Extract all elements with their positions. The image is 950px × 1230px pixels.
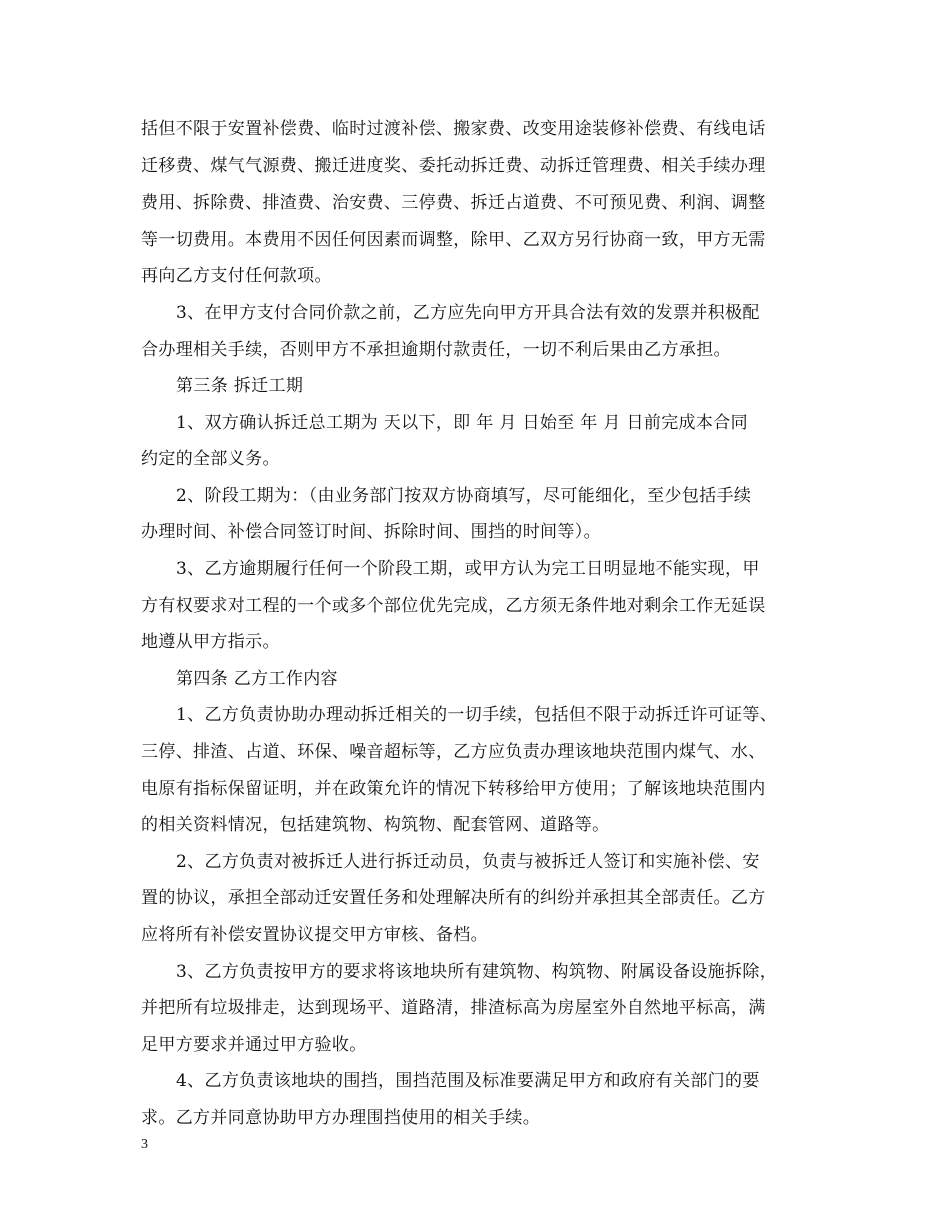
text-line: 3、乙方负责按甲方的要求将该地块所有建筑物、构筑物、附属设备设施拆除， (176, 962, 778, 982)
text-line: 约定的全部义务。 (141, 449, 280, 469)
text-line: 等一切费用。本费用不因任何因素而调整，除甲、乙双方另行协商一致，甲方无需 (141, 230, 766, 250)
text-line: 置的协议，承担全部动迁安置任务和处理解决所有的纠纷并承担其全部责任。乙方 (141, 888, 766, 908)
section-heading: 第三条 拆迁工期 (176, 376, 304, 396)
text-line: 3、乙方逾期履行任何一个阶段工期，或甲方认为完工日明显地不能实现，甲 (176, 559, 760, 579)
text-line: 办理时间、补偿合同签订时间、拆除时间、围挡的时间等）。 (141, 522, 601, 542)
text-line: 迁移费、煤气气源费、搬迁进度奖、委托动拆迁费、动拆迁管理费、相关手续办理 (141, 156, 766, 176)
text-line: 足甲方要求并通过甲方验收。 (141, 1035, 367, 1055)
text-line: 2、阶段工期为：（由业务部门按双方协商填写，尽可能细化，至少包括手续 (176, 486, 752, 506)
text-line: 求。乙方并同意协助甲方办理围挡使用的相关手续。 (141, 1108, 541, 1128)
text-line: 地遵从甲方指示。 (141, 632, 280, 652)
text-line: 4、乙方负责该地块的围挡，围挡范围及标准要满足甲方和政府有关部门的要 (176, 1071, 760, 1091)
text-line: 三停、排渣、占道、环保、噪音超标等，乙方应负责办理该地块范围内煤气、水、 (141, 742, 766, 762)
text-line: 电原有指标保留证明，并在政策允许的情况下转移给甲方使用；了解该地块范围内 (141, 779, 766, 799)
text-line: 再向乙方支付任何款项。 (141, 266, 332, 286)
text-line: 费用、拆除费、排渣费、治安费、三停费、拆迁占道费、不可预见费、利润、调整 (141, 193, 766, 213)
text-line: 方有权要求对工程的一个或多个部位优先完成，乙方须无条件地对剩余工作无延误 (141, 596, 766, 616)
text-line: 并把所有垃圾排走，达到现场平、道路清，排渣标高为房屋室外自然地平标高，满 (141, 998, 766, 1018)
page-number: 3 (141, 1137, 148, 1152)
text-line: 应将所有补偿安置协议提交甲方审核、备档。 (141, 925, 488, 945)
section-heading: 第四条 乙方工作内容 (176, 669, 338, 689)
text-line: 1、乙方负责协助办理动拆迁相关的一切手续，包括但不限于动拆迁许可证等、 (176, 705, 778, 725)
text-line: 2、乙方负责对被拆迁人进行拆迁动员，负责与被拆迁人签订和实施补偿、安 (176, 852, 760, 872)
text-line: 括但不限于安置补偿费、临时过渡补偿、搬家费、改变用途装修补偿费、有线电话 (141, 119, 766, 139)
text-line: 合办理相关手续，否则甲方不承担逾期付款责任，一切不利后果由乙方承担。 (141, 340, 731, 360)
text-line: 3、在甲方支付合同价款之前，乙方应先向甲方开具合法有效的发票并积极配 (176, 303, 760, 323)
text-line: 的相关资料情况，包括建筑物、构筑物、配套管网、道路等。 (141, 815, 610, 835)
text-line: 1、双方确认拆迁总工期为 天以下，即 年 月 日始至 年 月 日前完成本合同 (176, 413, 748, 433)
